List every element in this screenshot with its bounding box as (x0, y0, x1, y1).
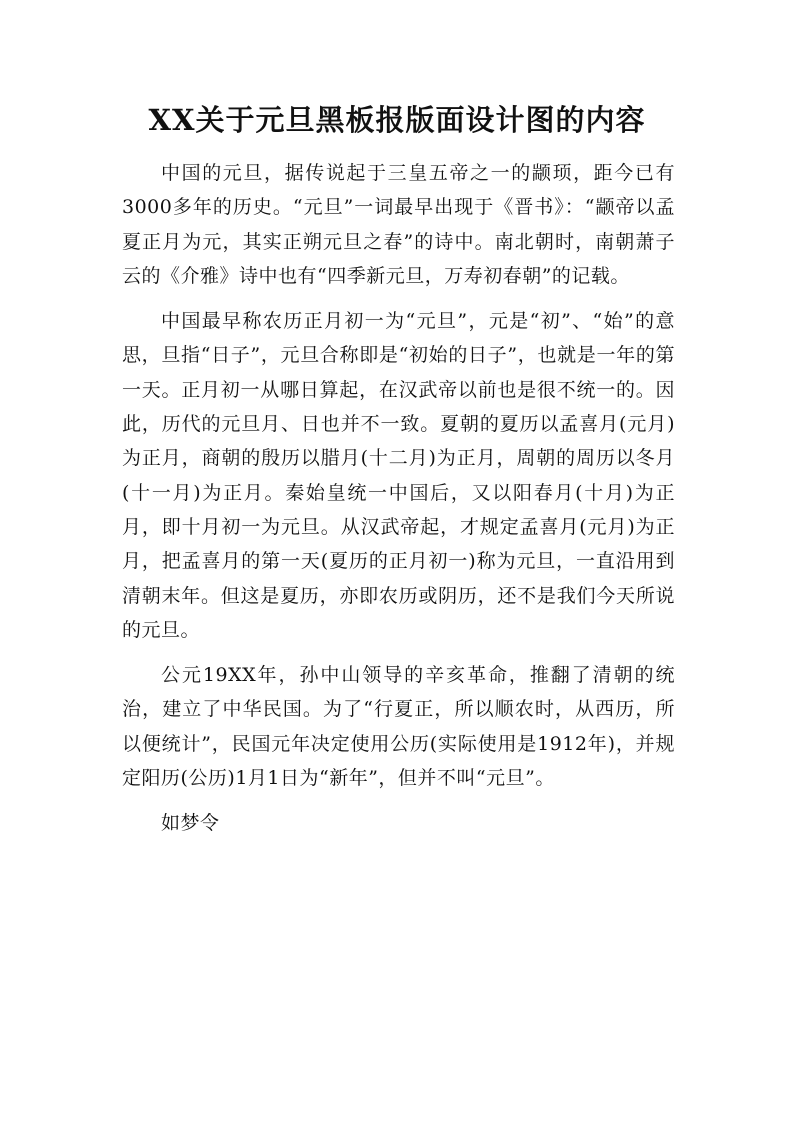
paragraph-poem-heading: 如梦令 (161, 812, 220, 835)
paragraph-history: 中国最早称农历正月初一为“元旦”，元是“初”、“始”的意思，旦指“日子”，元旦合称即是“初始的日子”，也就是一年的第一天。正月初一从哪日算起，在汉武帝以前也是很不统一的。因此，历代的元旦月、日也并不一致。夏朝的夏历以孟喜月(元月)为正月，商朝的殷历以腊月(十二月)为正月，周朝的周历以冬月(十一月)为正月。秦始皇统一中国后，又以阳春月(十月)为正月，即十月初一为元旦。从汉武帝起，才规定孟喜月(元月)为正月，把孟喜月的第一天(夏历的正月初一)称为元旦，一直沿用到清朝末年。但这是夏历，亦即农历或阴历，还不是我们今天所说的元旦。 (122, 310, 675, 641)
paragraph-republic: 公元19XX年，孙中山领导的辛亥革命，推翻了清朝的统治，建立了中华民国。为了“行夏正，所以顺农时，从西历，所以便统计”，民国元年决定使用公历(实际使用是1912年)，并规定阳历(公历)1月1日为“新年”，但并不叫“元旦”。 (122, 664, 675, 790)
document-body (122, 156, 675, 841)
document-title: XX关于元旦黑板报版面设计图的内容 (148, 103, 646, 137)
paragraph-origin: 中国的元旦，据传说起于三皇五帝之一的颛顼，距今已有3000多年的历史。“元旦”一词最早出现于《晋书》：“颛帝以孟夏正月为元，其实正朔元旦之春”的诗中。南北朝时，南朝萧子云的《介雅》诗中也有“四季新元旦，万寿初春朝”的记载。 (122, 162, 675, 287)
